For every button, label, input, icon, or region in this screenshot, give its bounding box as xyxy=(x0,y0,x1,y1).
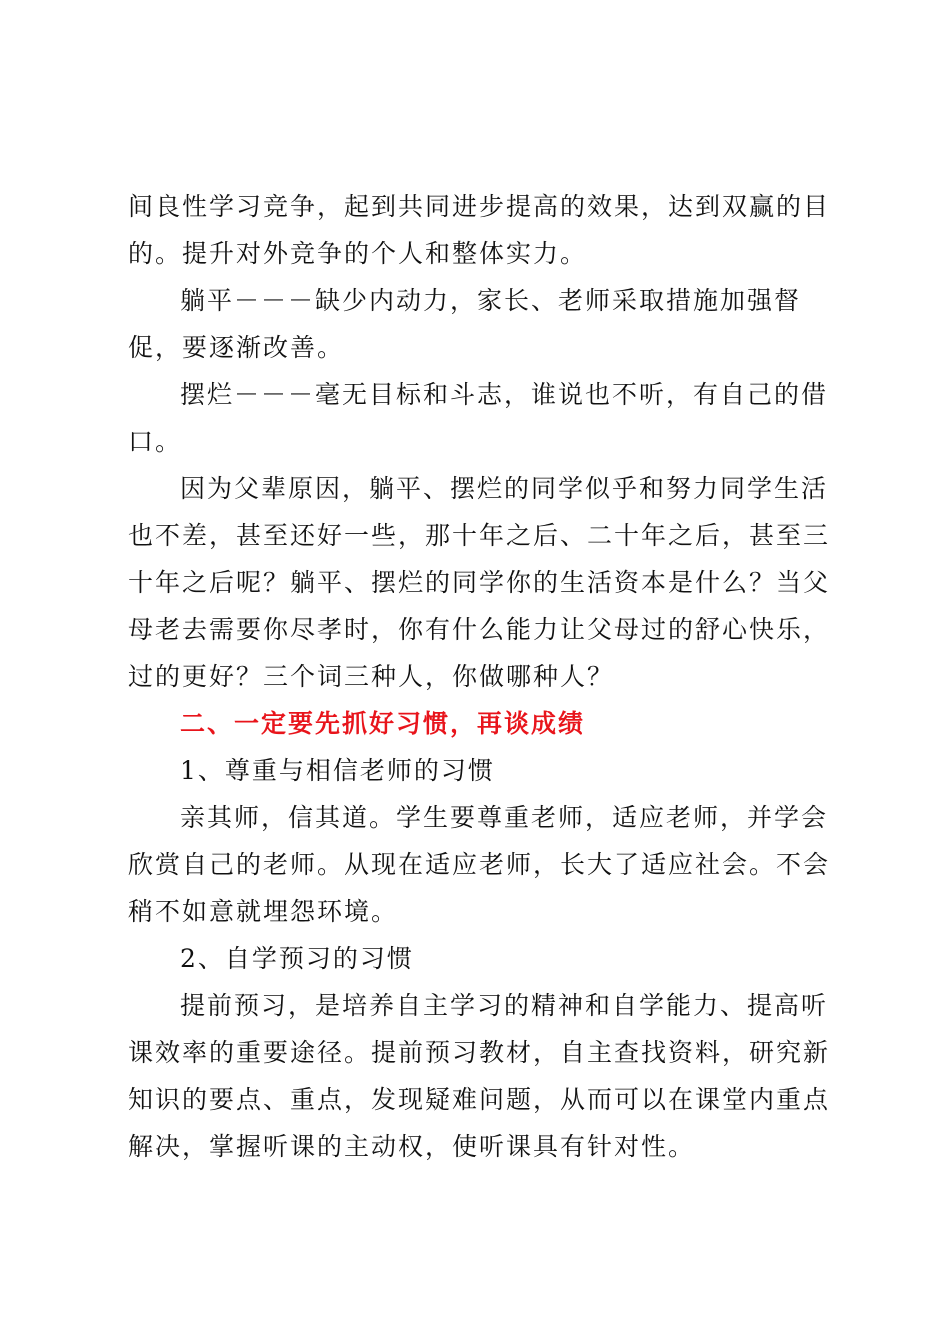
paragraph-respect-teacher: 亲其师，信其道。学生要尊重老师，适应老师，并学会欣赏自己的老师。从现在适应老师，长大了适应社会。不会稍不如意就埋怨环境。 xyxy=(128,803,831,926)
paragraph-continuation: 间良性学习竞争，起到共同进步提高的效果，达到双赢的目的。提升对外竞争的个人和整体实力。 xyxy=(128,192,831,268)
paragraph-reasons: 因为父辈原因，躺平、摆烂的同学似乎和努力同学生活也不差，甚至还好一些，那十年之后、二十年之后，甚至三十年之后呢？躺平、摆烂的同学你的生活资本是什么？当父母老去需要你尽孝时，你有什么能力让父母过的舒心快乐，过的更好？三个词三种人，你做哪种人？ xyxy=(128,474,831,691)
paragraph-self-study: 提前预习，是培养自主学习的精神和自学能力、提高听课效率的重要途径。提前预习教材，自主查找资料，研究新知识的要点、重点，发现疑难问题，从而可以在课堂内重点解决，掌握听课的主动权，使听课具有针对性。 xyxy=(128,991,831,1161)
paragraph-tangping: 躺平－－－缺少内动力，家长、老师采取措施加强督促，要逐渐改善。 xyxy=(128,286,802,362)
subheading-self-study: 2、自学预习的习惯 xyxy=(180,944,414,973)
document-body xyxy=(128,183,843,1170)
paragraph-bailan: 摆烂－－－毫无目标和斗志，谁说也不听，有自己的借口。 xyxy=(128,380,829,456)
section-heading-habits: 二、一定要先抓好习惯，再谈成绩 xyxy=(180,709,586,738)
subheading-respect-teacher: 1、尊重与相信老师的习惯 xyxy=(180,756,495,785)
